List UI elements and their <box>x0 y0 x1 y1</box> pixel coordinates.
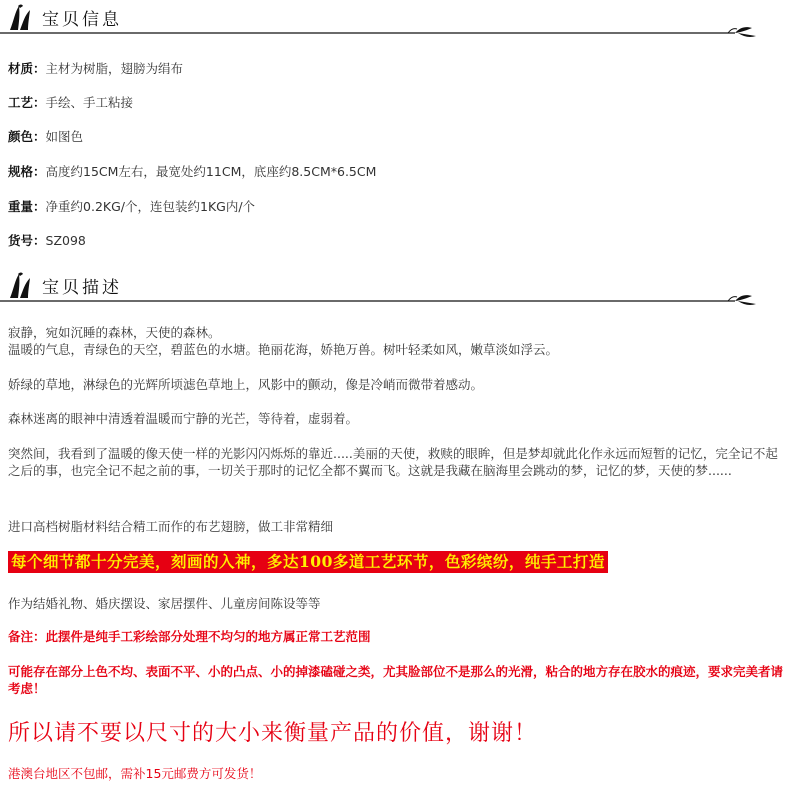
spec-craft <box>8 93 133 111</box>
spec-label: 工艺： <box>8 95 46 110</box>
section-title-info: 宝贝信息 <box>42 10 122 30</box>
spec-size <box>8 162 376 180</box>
spec-weight <box>8 197 255 215</box>
spec-value: 主材为树脂，翅膀为绢布 <box>45 61 184 76</box>
spec-value: SZ098 <box>45 233 86 248</box>
section-header-info <box>0 0 790 36</box>
desc-paragraph-1 <box>8 324 783 358</box>
section-header-desc <box>0 268 790 304</box>
spec-value: 如图色 <box>45 129 84 144</box>
value-notice: 所以请不要以尺寸的大小来衡量产品的价值，谢谢！ <box>8 721 538 746</box>
section-title-desc: 宝贝描述 <box>42 278 122 298</box>
spec-value: 高度约15CM左右，最宽处约11CM，底座约8.5CM*6.5CM <box>45 164 377 179</box>
spec-value: 净重约0.2KG/个，连包装约1KG内/个 <box>45 199 256 214</box>
leaf-divider-icon <box>0 26 760 40</box>
spec-material <box>8 59 183 77</box>
spec-label: 规格： <box>8 164 46 179</box>
desc-paragraph-2: 娇绿的草地，淋绿色的光辉所顷滤色草地上，风影中的颤动，像是冷峭而微带着感动。 <box>8 377 484 392</box>
spec-label: 重量： <box>8 199 46 214</box>
spec-label: 材质： <box>8 61 46 76</box>
spec-label: 颜色： <box>8 129 46 144</box>
desc-paragraph-5: 进口高档树脂材料结合精工而作的布艺翅膀，做工非常精细 <box>8 519 334 534</box>
desc-paragraph-3: 森林迷离的眼神中清透着温暖而宁静的光芒，等待着，虚弱着。 <box>8 411 359 426</box>
highlight-banner: 每个细节都十分完美，刻画的入神，多达100多道工艺环节，色彩缤纷，纯手工打造 <box>8 551 608 573</box>
spec-value: 手绘、手工粘接 <box>45 95 134 110</box>
spec-sku <box>8 231 86 249</box>
spec-label: 货号： <box>8 233 46 248</box>
desc-paragraph-4: 突然间，我看到了温暖的像天使一样的光影闪闪烁烁的靠近.....美丽的天使，救赎的眼眸，但是梦却就此化作永远而短暂的记忆，完全记不起之后的事，也完全记不起之前的事，一切关于那时的记忆全都不翼而飞。这就是我藏在脑海里会跳动的梦，记忆的梦，天使的梦...... <box>8 446 778 478</box>
note-defects: 可能存在部分上色不均、表面不平、小的凸点、小的掉漆磕碰之类，尤其脸部位不是那么的光滑，粘合的地方存在胶水的痕迹，要求完美者请考虑！ <box>8 664 784 696</box>
spec-color <box>8 127 83 145</box>
desc-line: 寂静，宛如沉睡的森林，天使的森林。 <box>8 325 221 340</box>
note-remark: 备注：此摆件是纯手工彩绘部分处理不均匀的地方属正常工艺范围 <box>8 629 371 644</box>
shipping-notice: 港澳台地区不包邮，需补15元邮费方可发货！ <box>8 766 262 781</box>
leaf-divider-icon <box>0 294 760 308</box>
desc-line: 温暖的气息，青绿色的天空，碧蓝色的水塘。艳丽花海，娇艳万兽。树叶轻柔如风，嫩草淡如浮云。 <box>8 342 559 357</box>
desc-paragraph-6: 作为结婚礼物、婚庆摆设、家居摆件、儿童房间陈设等等 <box>8 596 321 611</box>
